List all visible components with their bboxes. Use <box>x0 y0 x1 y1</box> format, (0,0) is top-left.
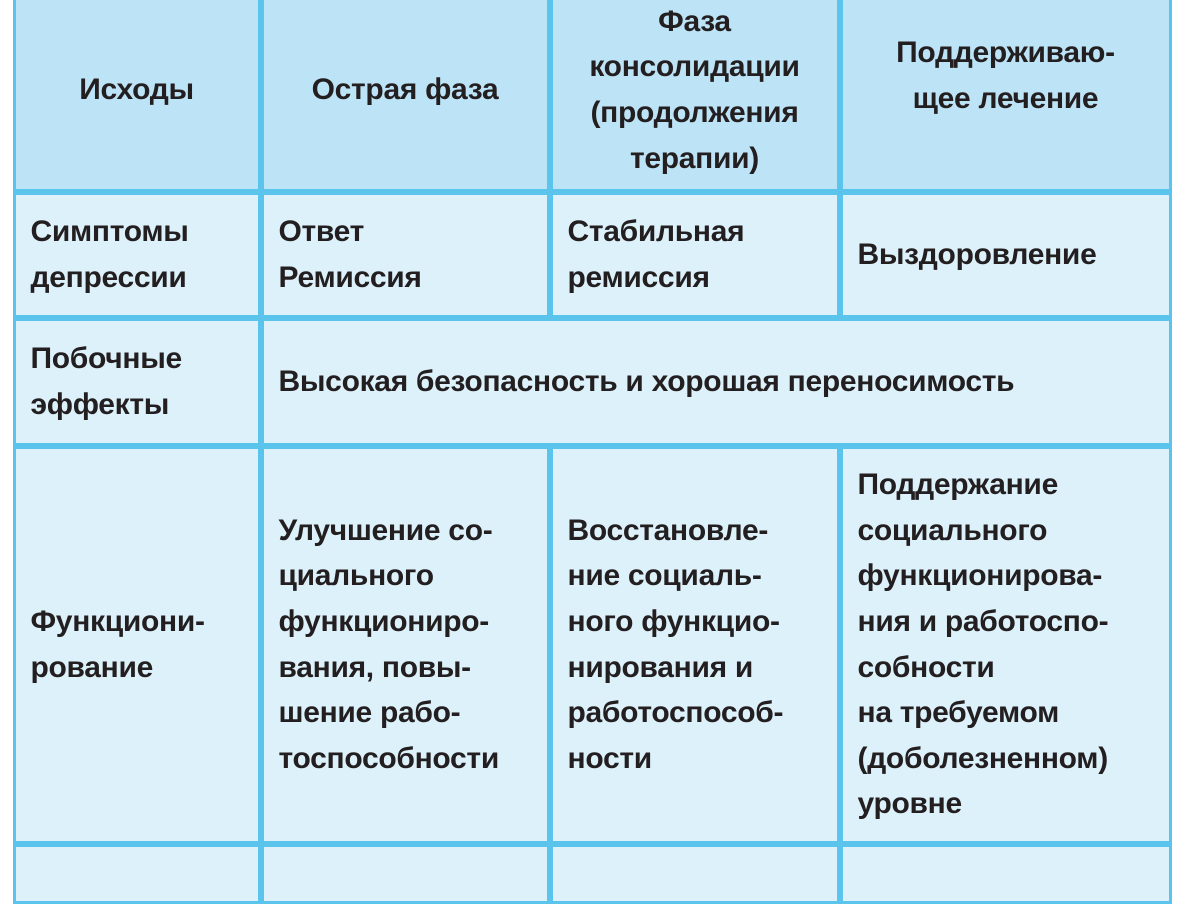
cell-functioning-acute: Улучшение со- циального функциониро- вания, повы- шение рабо- тоспособности <box>261 446 550 844</box>
header-consolidation-phase: Фаза консолидации (продолжения терапии) <box>550 0 840 192</box>
partial-row-cell <box>261 844 550 904</box>
header-acute-phase: Острая фаза <box>261 0 550 192</box>
header-outcomes: Исходы <box>13 0 261 192</box>
row-label-side-effects: Побочные эффекты <box>13 318 261 446</box>
row-label-symptoms: Симптомы депрессии <box>13 192 261 318</box>
row-label-functioning: Функциони- рование <box>13 446 261 844</box>
partial-row-cell <box>840 844 1172 904</box>
partial-row-cell <box>13 844 261 904</box>
header-maintenance: Поддерживаю- щее лечение <box>840 0 1172 192</box>
partial-row-cell <box>550 844 840 904</box>
cell-functioning-consolidation: Восстановле- ние социаль- ного функцио- нирования и работоспособ- ности <box>550 446 840 844</box>
cell-symptoms-maintenance: Выздоровление <box>840 192 1172 318</box>
cell-symptoms-consolidation: Стабильная ремиссия <box>550 192 840 318</box>
cell-functioning-maintenance: Поддержание социального функционирова- ния и работоспо- собности на требуемом (доболезненном) уровне <box>840 446 1172 844</box>
cell-side-effects-merged: Высокая безопасность и хорошая переносимость <box>261 318 1172 446</box>
cell-symptoms-acute: Ответ Ремиссия <box>261 192 550 318</box>
